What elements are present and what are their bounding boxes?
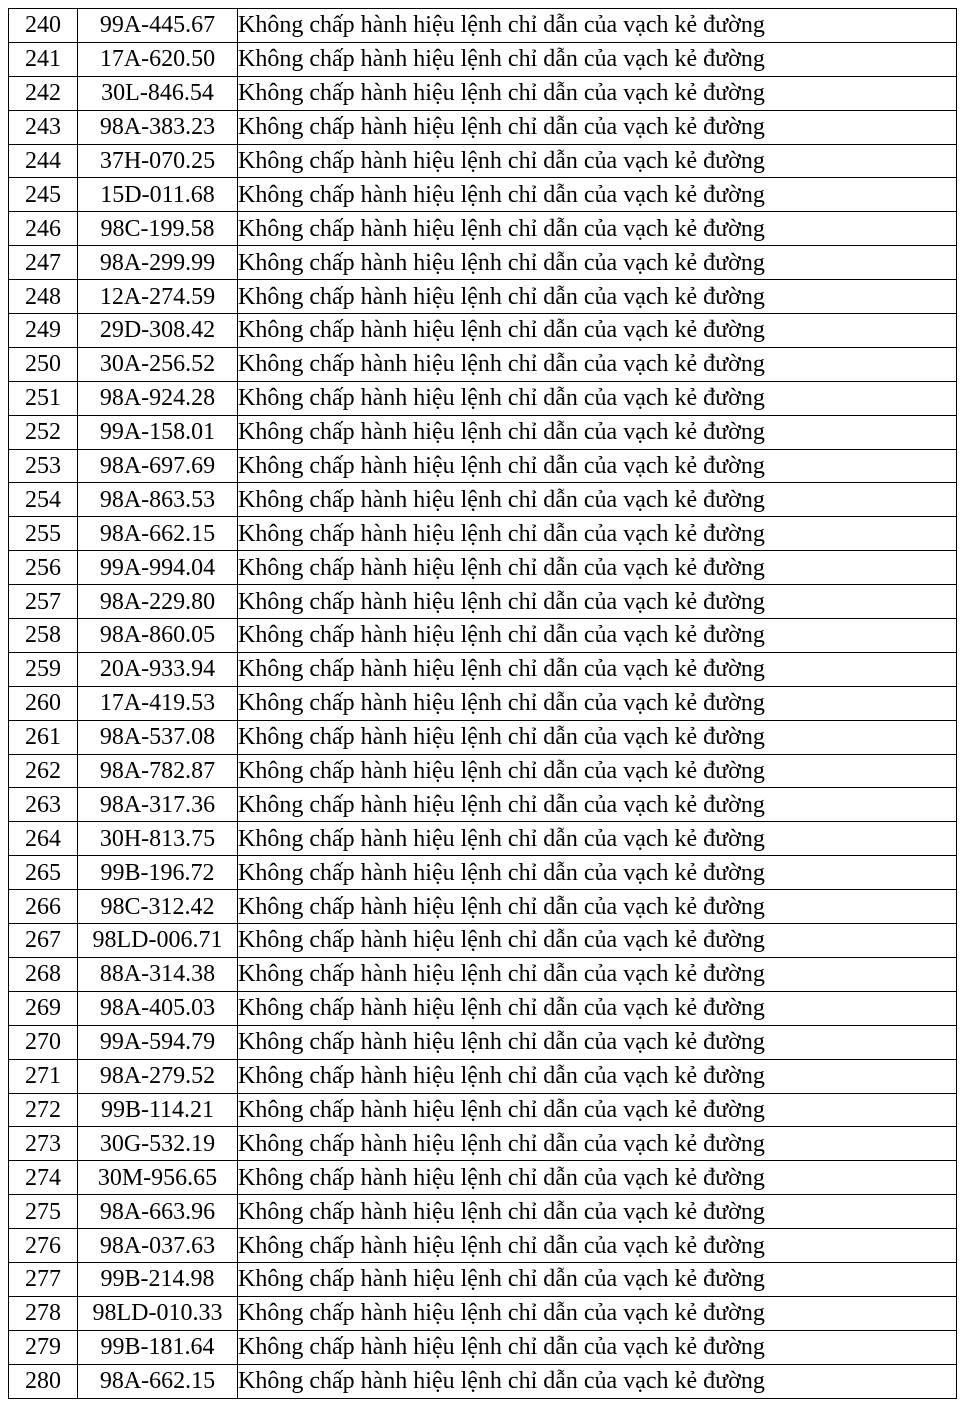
license-plate: 98A-405.03 (78, 991, 238, 1025)
table-row (9, 76, 957, 110)
table-row (9, 822, 957, 856)
violation-description: Không chấp hành hiệu lệnh chỉ dẫn của vạch kẻ đường (238, 1262, 957, 1296)
license-plate: 98A-782.87 (78, 754, 238, 788)
row-number: 279 (9, 1330, 78, 1364)
violation-description: Không chấp hành hiệu lệnh chỉ dẫn của vạch kẻ đường (238, 686, 957, 720)
violation-description: Không chấp hành hiệu lệnh chỉ dẫn của vạch kẻ đường (238, 212, 957, 246)
table-row (9, 957, 957, 991)
table-row (9, 347, 957, 381)
row-number: 277 (9, 1262, 78, 1296)
row-number: 254 (9, 483, 78, 517)
violations-table (8, 8, 957, 1399)
row-number: 242 (9, 76, 78, 110)
license-plate: 15D-011.68 (78, 178, 238, 212)
violations-table-body (9, 9, 957, 1399)
table-row (9, 1296, 957, 1330)
row-number: 250 (9, 347, 78, 381)
table-row (9, 686, 957, 720)
license-plate: 37H-070.25 (78, 144, 238, 178)
license-plate: 99A-994.04 (78, 551, 238, 585)
license-plate: 98A-317.36 (78, 788, 238, 822)
row-number: 246 (9, 212, 78, 246)
violation-description: Không chấp hành hiệu lệnh chỉ dẫn của vạch kẻ đường (238, 1364, 957, 1398)
table-row (9, 551, 957, 585)
violation-description: Không chấp hành hiệu lệnh chỉ dẫn của vạch kẻ đường (238, 9, 957, 43)
table-row (9, 1093, 957, 1127)
row-number: 245 (9, 178, 78, 212)
license-plate: 30L-846.54 (78, 76, 238, 110)
table-row (9, 9, 957, 43)
row-number: 273 (9, 1127, 78, 1161)
license-plate: 30H-813.75 (78, 822, 238, 856)
row-number: 243 (9, 110, 78, 144)
violation-description: Không chấp hành hiệu lệnh chỉ dẫn của vạch kẻ đường (238, 483, 957, 517)
license-plate: 98A-662.15 (78, 1364, 238, 1398)
license-plate: 99A-445.67 (78, 9, 238, 43)
violation-description: Không chấp hành hiệu lệnh chỉ dẫn của vạch kẻ đường (238, 1059, 957, 1093)
row-number: 255 (9, 517, 78, 551)
license-plate: 99B-214.98 (78, 1262, 238, 1296)
license-plate: 98A-537.08 (78, 720, 238, 754)
violation-description: Không chấp hành hiệu lệnh chỉ dẫn của vạch kẻ đường (238, 1127, 957, 1161)
row-number: 275 (9, 1195, 78, 1229)
violation-description: Không chấp hành hiệu lệnh chỉ dẫn của vạch kẻ đường (238, 381, 957, 415)
license-plate: 98C-199.58 (78, 212, 238, 246)
row-number: 258 (9, 619, 78, 653)
table-row (9, 1364, 957, 1398)
table-row (9, 1127, 957, 1161)
violation-description: Không chấp hành hiệu lệnh chỉ dẫn của vạch kẻ đường (238, 788, 957, 822)
violation-description: Không chấp hành hiệu lệnh chỉ dẫn của vạch kẻ đường (238, 957, 957, 991)
license-plate: 99B-114.21 (78, 1093, 238, 1127)
table-row (9, 619, 957, 653)
license-plate: 98A-383.23 (78, 110, 238, 144)
license-plate: 12A-274.59 (78, 280, 238, 314)
violation-description: Không chấp hành hiệu lệnh chỉ dẫn của vạch kẻ đường (238, 652, 957, 686)
violation-description: Không chấp hành hiệu lệnh chỉ dẫn của vạch kẻ đường (238, 517, 957, 551)
license-plate: 98LD-006.71 (78, 924, 238, 958)
table-row (9, 1330, 957, 1364)
table-row (9, 720, 957, 754)
violation-description: Không chấp hành hiệu lệnh chỉ dẫn của vạch kẻ đường (238, 551, 957, 585)
table-row (9, 517, 957, 551)
table-row (9, 585, 957, 619)
row-number: 272 (9, 1093, 78, 1127)
violation-description: Không chấp hành hiệu lệnh chỉ dẫn của vạch kẻ đường (238, 1195, 957, 1229)
license-plate: 98A-860.05 (78, 619, 238, 653)
row-number: 259 (9, 652, 78, 686)
violation-description: Không chấp hành hiệu lệnh chỉ dẫn của vạch kẻ đường (238, 890, 957, 924)
violation-description: Không chấp hành hiệu lệnh chỉ dẫn của vạch kẻ đường (238, 144, 957, 178)
violation-description: Không chấp hành hiệu lệnh chỉ dẫn của vạch kẻ đường (238, 754, 957, 788)
violation-description: Không chấp hành hiệu lệnh chỉ dẫn của vạch kẻ đường (238, 822, 957, 856)
license-plate: 98A-279.52 (78, 1059, 238, 1093)
violation-description: Không chấp hành hiệu lệnh chỉ dẫn của vạch kẻ đường (238, 280, 957, 314)
row-number: 251 (9, 381, 78, 415)
violation-description: Không chấp hành hiệu lệnh chỉ dẫn của vạch kẻ đường (238, 415, 957, 449)
violation-description: Không chấp hành hiệu lệnh chỉ dẫn của vạch kẻ đường (238, 856, 957, 890)
violation-description: Không chấp hành hiệu lệnh chỉ dẫn của vạch kẻ đường (238, 1229, 957, 1263)
row-number: 249 (9, 314, 78, 348)
table-row (9, 178, 957, 212)
row-number: 247 (9, 246, 78, 280)
row-number: 264 (9, 822, 78, 856)
row-number: 269 (9, 991, 78, 1025)
table-row (9, 1262, 957, 1296)
violation-description: Không chấp hành hiệu lệnh chỉ dẫn của vạch kẻ đường (238, 1330, 957, 1364)
table-row (9, 483, 957, 517)
violation-description: Không chấp hành hiệu lệnh chỉ dẫn của vạch kẻ đường (238, 314, 957, 348)
violation-description: Không chấp hành hiệu lệnh chỉ dẫn của vạch kẻ đường (238, 619, 957, 653)
row-number: 244 (9, 144, 78, 178)
license-plate: 17A-419.53 (78, 686, 238, 720)
row-number: 262 (9, 754, 78, 788)
table-row (9, 42, 957, 76)
license-plate: 99B-181.64 (78, 1330, 238, 1364)
row-number: 278 (9, 1296, 78, 1330)
table-row (9, 314, 957, 348)
row-number: 280 (9, 1364, 78, 1398)
row-number: 270 (9, 1025, 78, 1059)
row-number: 274 (9, 1161, 78, 1195)
row-number: 240 (9, 9, 78, 43)
row-number: 241 (9, 42, 78, 76)
table-row (9, 890, 957, 924)
license-plate: 30A-256.52 (78, 347, 238, 381)
license-plate: 98A-863.53 (78, 483, 238, 517)
violation-description: Không chấp hành hiệu lệnh chỉ dẫn của vạch kẻ đường (238, 585, 957, 619)
violation-description: Không chấp hành hiệu lệnh chỉ dẫn của vạch kẻ đường (238, 246, 957, 280)
table-row (9, 1161, 957, 1195)
table-row (9, 212, 957, 246)
table-row (9, 856, 957, 890)
violation-description: Không chấp hành hiệu lệnh chỉ dẫn của vạch kẻ đường (238, 449, 957, 483)
license-plate: 99A-158.01 (78, 415, 238, 449)
violation-description: Không chấp hành hiệu lệnh chỉ dẫn của vạch kẻ đường (238, 110, 957, 144)
table-row (9, 246, 957, 280)
violation-description: Không chấp hành hiệu lệnh chỉ dẫn của vạch kẻ đường (238, 347, 957, 381)
table-row (9, 415, 957, 449)
license-plate: 98A-229.80 (78, 585, 238, 619)
license-plate: 98A-299.99 (78, 246, 238, 280)
license-plate: 98A-663.96 (78, 1195, 238, 1229)
violation-description: Không chấp hành hiệu lệnh chỉ dẫn của vạch kẻ đường (238, 991, 957, 1025)
license-plate: 17A-620.50 (78, 42, 238, 76)
row-number: 260 (9, 686, 78, 720)
license-plate: 98A-037.63 (78, 1229, 238, 1263)
license-plate: 99A-594.79 (78, 1025, 238, 1059)
violation-description: Không chấp hành hiệu lệnh chỉ dẫn của vạch kẻ đường (238, 720, 957, 754)
violation-description: Không chấp hành hiệu lệnh chỉ dẫn của vạch kẻ đường (238, 1161, 957, 1195)
row-number: 271 (9, 1059, 78, 1093)
table-row (9, 381, 957, 415)
table-row (9, 1059, 957, 1093)
row-number: 263 (9, 788, 78, 822)
row-number: 276 (9, 1229, 78, 1263)
table-row (9, 788, 957, 822)
row-number: 256 (9, 551, 78, 585)
license-plate: 98LD-010.33 (78, 1296, 238, 1330)
table-row (9, 991, 957, 1025)
license-plate: 88A-314.38 (78, 957, 238, 991)
violation-description: Không chấp hành hiệu lệnh chỉ dẫn của vạch kẻ đường (238, 1093, 957, 1127)
row-number: 261 (9, 720, 78, 754)
violation-description: Không chấp hành hiệu lệnh chỉ dẫn của vạch kẻ đường (238, 76, 957, 110)
table-row (9, 754, 957, 788)
license-plate: 29D-308.42 (78, 314, 238, 348)
row-number: 268 (9, 957, 78, 991)
row-number: 266 (9, 890, 78, 924)
violation-description: Không chấp hành hiệu lệnh chỉ dẫn của vạch kẻ đường (238, 42, 957, 76)
license-plate: 98A-924.28 (78, 381, 238, 415)
table-row (9, 1195, 957, 1229)
license-plate: 20A-933.94 (78, 652, 238, 686)
row-number: 253 (9, 449, 78, 483)
license-plate: 98A-662.15 (78, 517, 238, 551)
table-row (9, 449, 957, 483)
row-number: 257 (9, 585, 78, 619)
violation-description: Không chấp hành hiệu lệnh chỉ dẫn của vạch kẻ đường (238, 1296, 957, 1330)
table-row (9, 924, 957, 958)
table-row (9, 144, 957, 178)
row-number: 267 (9, 924, 78, 958)
table-row (9, 110, 957, 144)
row-number: 252 (9, 415, 78, 449)
table-row (9, 1229, 957, 1263)
license-plate: 99B-196.72 (78, 856, 238, 890)
row-number: 265 (9, 856, 78, 890)
violation-description: Không chấp hành hiệu lệnh chỉ dẫn của vạch kẻ đường (238, 1025, 957, 1059)
license-plate: 98C-312.42 (78, 890, 238, 924)
license-plate: 30G-532.19 (78, 1127, 238, 1161)
table-row (9, 652, 957, 686)
row-number: 248 (9, 280, 78, 314)
violation-description: Không chấp hành hiệu lệnh chỉ dẫn của vạch kẻ đường (238, 924, 957, 958)
license-plate: 98A-697.69 (78, 449, 238, 483)
license-plate: 30M-956.65 (78, 1161, 238, 1195)
table-row (9, 280, 957, 314)
violation-description: Không chấp hành hiệu lệnh chỉ dẫn của vạch kẻ đường (238, 178, 957, 212)
table-row (9, 1025, 957, 1059)
